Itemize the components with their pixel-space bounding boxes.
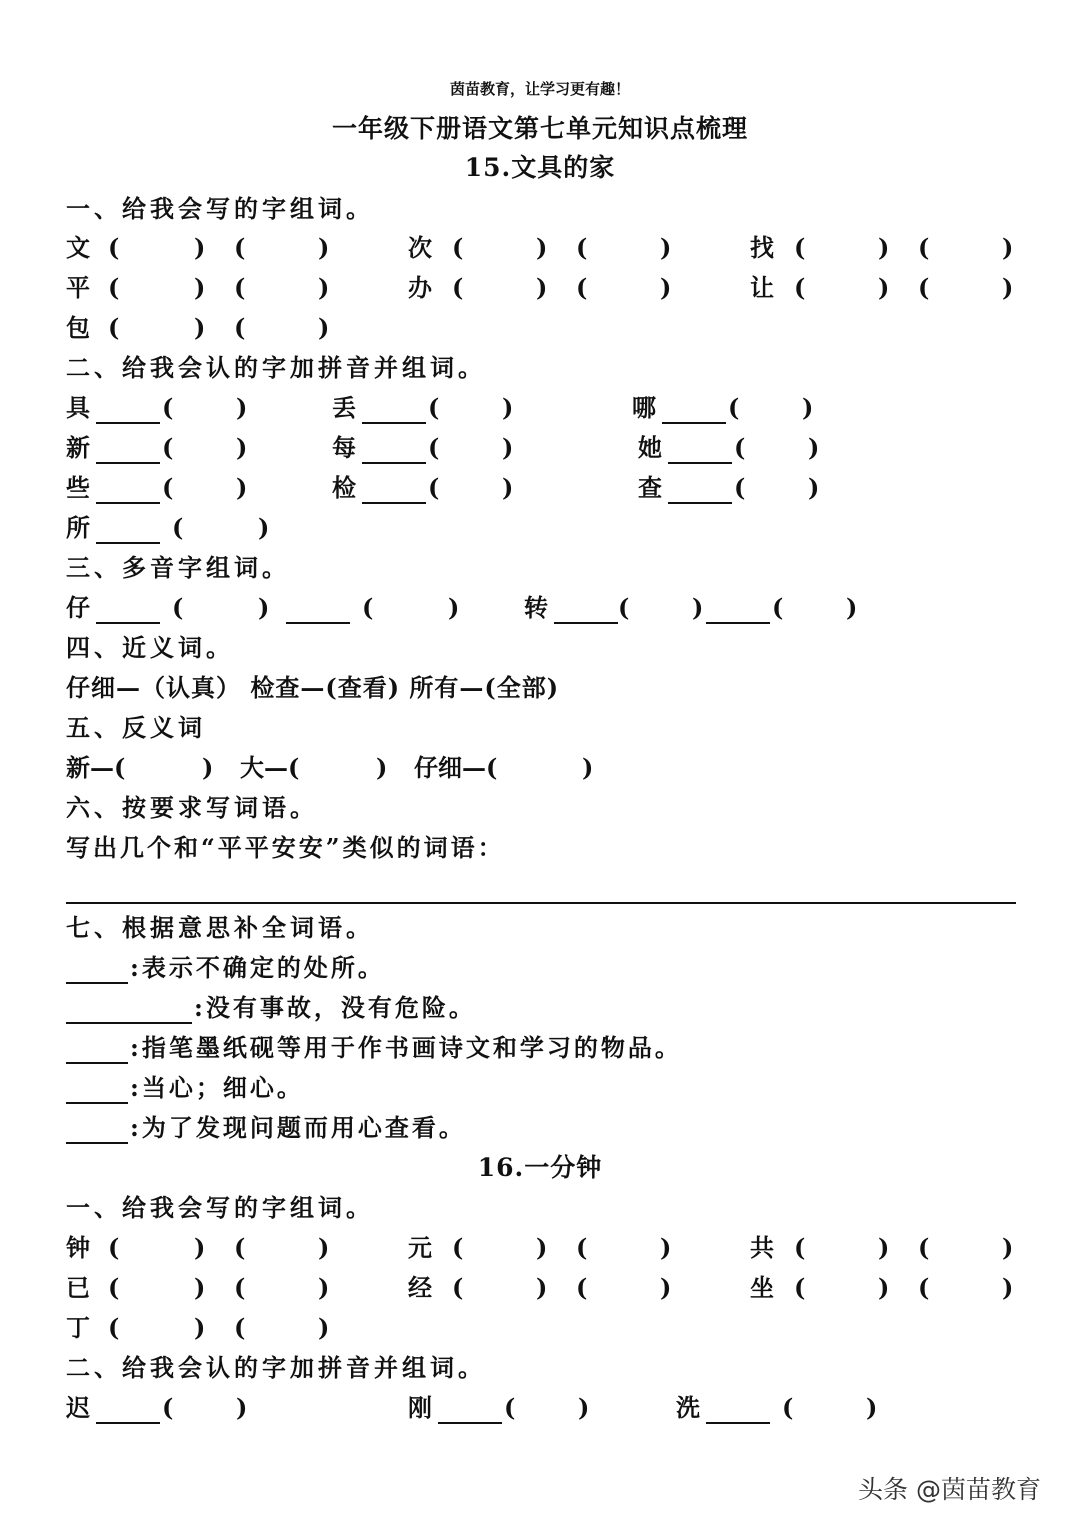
lesson-16-title: 16.一分钟 [477, 1153, 603, 1182]
paren-open: ( [162, 393, 174, 422]
paren-close: ) [258, 513, 270, 542]
l15-s2-char: 具 [66, 393, 90, 422]
answer-blank[interactable] [66, 1022, 192, 1024]
paren-open: ( [234, 1233, 246, 1262]
definition-text: :指笔墨纸砚等用于作书画诗文和学习的物品。 [130, 1033, 682, 1062]
l16-s1-char: 丁 [66, 1313, 90, 1342]
paren-close: ) [582, 753, 594, 782]
paren-close: ) [808, 433, 820, 462]
answer-blank[interactable] [706, 1422, 770, 1424]
answer-blank[interactable] [96, 462, 160, 464]
l15-s1-char: 文 [66, 233, 90, 262]
paren-open: ( [576, 1273, 588, 1302]
l15-s1-heading: 一、给我会写的字组词。 [66, 194, 374, 223]
paren-close: ) [536, 273, 548, 302]
paren-pair: ( [108, 233, 120, 262]
answer-blank[interactable] [66, 982, 128, 984]
lesson-15-title: 15.文具的家 [464, 153, 616, 182]
synonym-line: 仔细—（认真） 检查—(查看) 所有—(全部) [66, 673, 560, 702]
l15-s3-heading: 三、多音字组词。 [66, 553, 290, 582]
paren-close: ) [660, 233, 672, 262]
l15-s3-char: 转 [524, 593, 548, 622]
l15-s1-char: 平 [66, 273, 90, 302]
paren-open: ( [234, 313, 246, 342]
paren-close: ) [318, 313, 330, 342]
l15-s7-heading: 七、根据意思补全词语。 [66, 913, 374, 942]
paren-close: ) [502, 473, 514, 502]
paren-open: ( [772, 593, 784, 622]
l15-s1-char: 包 [66, 313, 90, 342]
paren-open: ( [172, 593, 184, 622]
paren-close: ) [194, 1233, 206, 1262]
paren-open: ( [794, 273, 806, 302]
paren-close: ) [866, 1393, 878, 1422]
definition-text: :当心；细心。 [130, 1073, 304, 1102]
paren-open: ( [728, 393, 740, 422]
l15-s2-char: 丢 [332, 393, 356, 422]
l16-s1-heading: 一、给我会写的字组词。 [66, 1193, 374, 1222]
paren-close: ) [318, 1313, 330, 1342]
paren-close: ) [808, 473, 820, 502]
paren-close: ) [1002, 273, 1014, 302]
paren-open: ( [794, 1233, 806, 1262]
l16-s1-char: 元 [408, 1233, 432, 1262]
l16-s2-char: 洗 [676, 1393, 700, 1422]
paren-close: ) [536, 1233, 548, 1262]
paren-open: ( [162, 433, 174, 462]
paren-open: ( [162, 1393, 174, 1422]
paren-close: ) [692, 593, 704, 622]
page-title: 一年级下册语文第七单元知识点梳理 [331, 114, 748, 143]
paren-open: ( [782, 1393, 794, 1422]
paren-close: ) [258, 593, 270, 622]
l16-s2-char: 刚 [408, 1393, 432, 1422]
definition-text: :为了发现问题而用心查看。 [130, 1113, 466, 1142]
paren-open: ( [428, 473, 440, 502]
paren-close: ) [376, 753, 388, 782]
paren-close: ) [236, 1393, 248, 1422]
l16-s2-char: 迟 [66, 1393, 90, 1422]
paren-close: ) [194, 1313, 206, 1342]
l15-s2-char: 每 [332, 433, 356, 462]
paren-close: ) [878, 1273, 890, 1302]
l15-s3-char: 仔 [66, 593, 90, 622]
paren-open: ( [576, 233, 588, 262]
paren-close: ) [194, 233, 206, 262]
antonym-item: 仔细—( [414, 753, 498, 782]
paren-open: ( [234, 1313, 246, 1342]
answer-blank[interactable] [286, 622, 350, 624]
paren-open: ( [108, 313, 120, 342]
paren-close: ) [878, 233, 890, 262]
paren-close: ) [502, 433, 514, 462]
paren-open: ( [108, 1273, 120, 1302]
paren-open: ( [172, 513, 184, 542]
paren-open: ( [734, 433, 746, 462]
answer-blank[interactable] [668, 462, 732, 464]
l16-s1-char: 钟 [66, 1233, 90, 1262]
paren-open: ( [918, 273, 930, 302]
paren-open: ( [794, 1273, 806, 1302]
answer-blank[interactable] [662, 422, 726, 424]
paren-open: ( [452, 233, 464, 262]
answer-blank[interactable] [96, 422, 160, 424]
answer-blank[interactable] [96, 1422, 160, 1424]
paren-close: ) [660, 1273, 672, 1302]
paren-close: ) [536, 233, 548, 262]
paren-close: ) [1002, 233, 1014, 262]
l16-s1-char: 已 [66, 1273, 90, 1302]
l16-s1-char: 坐 [750, 1273, 774, 1302]
paren-open: ( [234, 1273, 246, 1302]
paren-close: ) [878, 273, 890, 302]
paren-close: ) [236, 433, 248, 462]
paren-open: ( [918, 1273, 930, 1302]
paren-open: ( [108, 273, 120, 302]
answer-blank[interactable] [96, 542, 160, 544]
paren-open: ( [918, 233, 930, 262]
paren-open: ( [108, 1233, 120, 1262]
paren-open: ( [428, 393, 440, 422]
paren-close: ) [660, 1233, 672, 1262]
l15-s2-char: 些 [66, 473, 90, 502]
l15-s1-char: 次 [408, 233, 432, 262]
l15-s6-heading: 六、按要求写词语。 [66, 793, 318, 822]
antonym-item: 大—( [240, 753, 300, 782]
l15-s2-char: 哪 [632, 393, 656, 422]
paren-open: ( [362, 593, 374, 622]
l16-s1-char: 共 [750, 1233, 774, 1262]
paren-close: ) [236, 393, 248, 422]
answer-blank[interactable] [554, 622, 618, 624]
answer-blank[interactable] [66, 1062, 128, 1064]
paren-open: ( [162, 473, 174, 502]
l15-s1-char: 找 [750, 233, 774, 262]
answer-blank[interactable] [96, 502, 160, 504]
paren-open: ( [734, 473, 746, 502]
paren-close: ) [660, 273, 672, 302]
l15-s1-char: 让 [750, 273, 774, 302]
definition-text: :表示不确定的处所。 [130, 953, 385, 982]
answer-blank[interactable] [668, 502, 732, 504]
paren-close: ) [202, 753, 214, 782]
paren-close: ) [236, 473, 248, 502]
paren-open: ( [794, 233, 806, 262]
paren-close: ) [194, 1273, 206, 1302]
l15-s6-prompt: 写出几个和“平平安安”类似的词语： [66, 833, 505, 862]
l16-s2-heading: 二、给我会认的字加拼音并组词。 [66, 1353, 486, 1382]
paren-open: ( [234, 273, 246, 302]
answer-blank[interactable] [66, 1142, 128, 1144]
paren-close: ) [318, 1273, 330, 1302]
l15-s4-heading: 四、近义词。 [66, 633, 234, 662]
answer-blank[interactable] [706, 622, 770, 624]
paren-open: ( [428, 433, 440, 462]
answer-blank[interactable] [66, 1102, 128, 1104]
answer-blank[interactable] [362, 422, 426, 424]
antonym-item: 新—( [66, 753, 126, 782]
paren-open: ( [452, 1273, 464, 1302]
paren-close: ) [802, 393, 814, 422]
paren-open: ( [108, 1313, 120, 1342]
l16-s1-char: 经 [408, 1273, 432, 1302]
paren-close: ) [318, 1233, 330, 1262]
l15-s2-char: 所 [66, 513, 90, 542]
header-tagline: 茵苗教育，让学习更有趣！ [449, 80, 630, 98]
paren-close: ) [318, 233, 330, 262]
paren-close: ) [878, 1233, 890, 1262]
l15-s2-char: 查 [638, 473, 662, 502]
l15-s2-char: 新 [66, 433, 90, 462]
paren-open: ( [452, 273, 464, 302]
answer-blank[interactable] [96, 622, 160, 624]
paren-close: ) [846, 593, 858, 622]
answer-line[interactable] [66, 902, 1016, 904]
paren-open: ( [504, 1393, 516, 1422]
l15-s2-heading: 二、给我会认的字加拼音并组词。 [66, 353, 486, 382]
answer-blank[interactable] [362, 462, 426, 464]
l15-s2-char: 她 [638, 433, 662, 462]
paren-close: ) [578, 1393, 590, 1422]
l15-s1-char: 办 [408, 273, 432, 302]
definition-text: :没有事故，没有危险。 [194, 993, 476, 1022]
paren-close: ) [1002, 1273, 1014, 1302]
paren-close: ) [502, 393, 514, 422]
paren-close: ) [1002, 1233, 1014, 1262]
paren-open: ( [918, 1233, 930, 1262]
paren-close: ) [448, 593, 460, 622]
paren-open: ( [234, 233, 246, 262]
paren-close: ) [194, 273, 206, 302]
paren-close: ) [194, 313, 206, 342]
paren-close: ) [536, 1273, 548, 1302]
paren-open: ( [576, 273, 588, 302]
answer-blank[interactable] [362, 502, 426, 504]
source-watermark: 头条 @茵苗教育 [858, 1475, 1041, 1504]
paren-open: ( [452, 1233, 464, 1262]
paren-close: ) [318, 273, 330, 302]
l15-s2-char: 检 [332, 473, 356, 502]
answer-blank[interactable] [438, 1422, 502, 1424]
l15-s5-heading: 五、反义词 [66, 713, 206, 742]
paren-open: ( [576, 1233, 588, 1262]
paren-open: ( [618, 593, 630, 622]
